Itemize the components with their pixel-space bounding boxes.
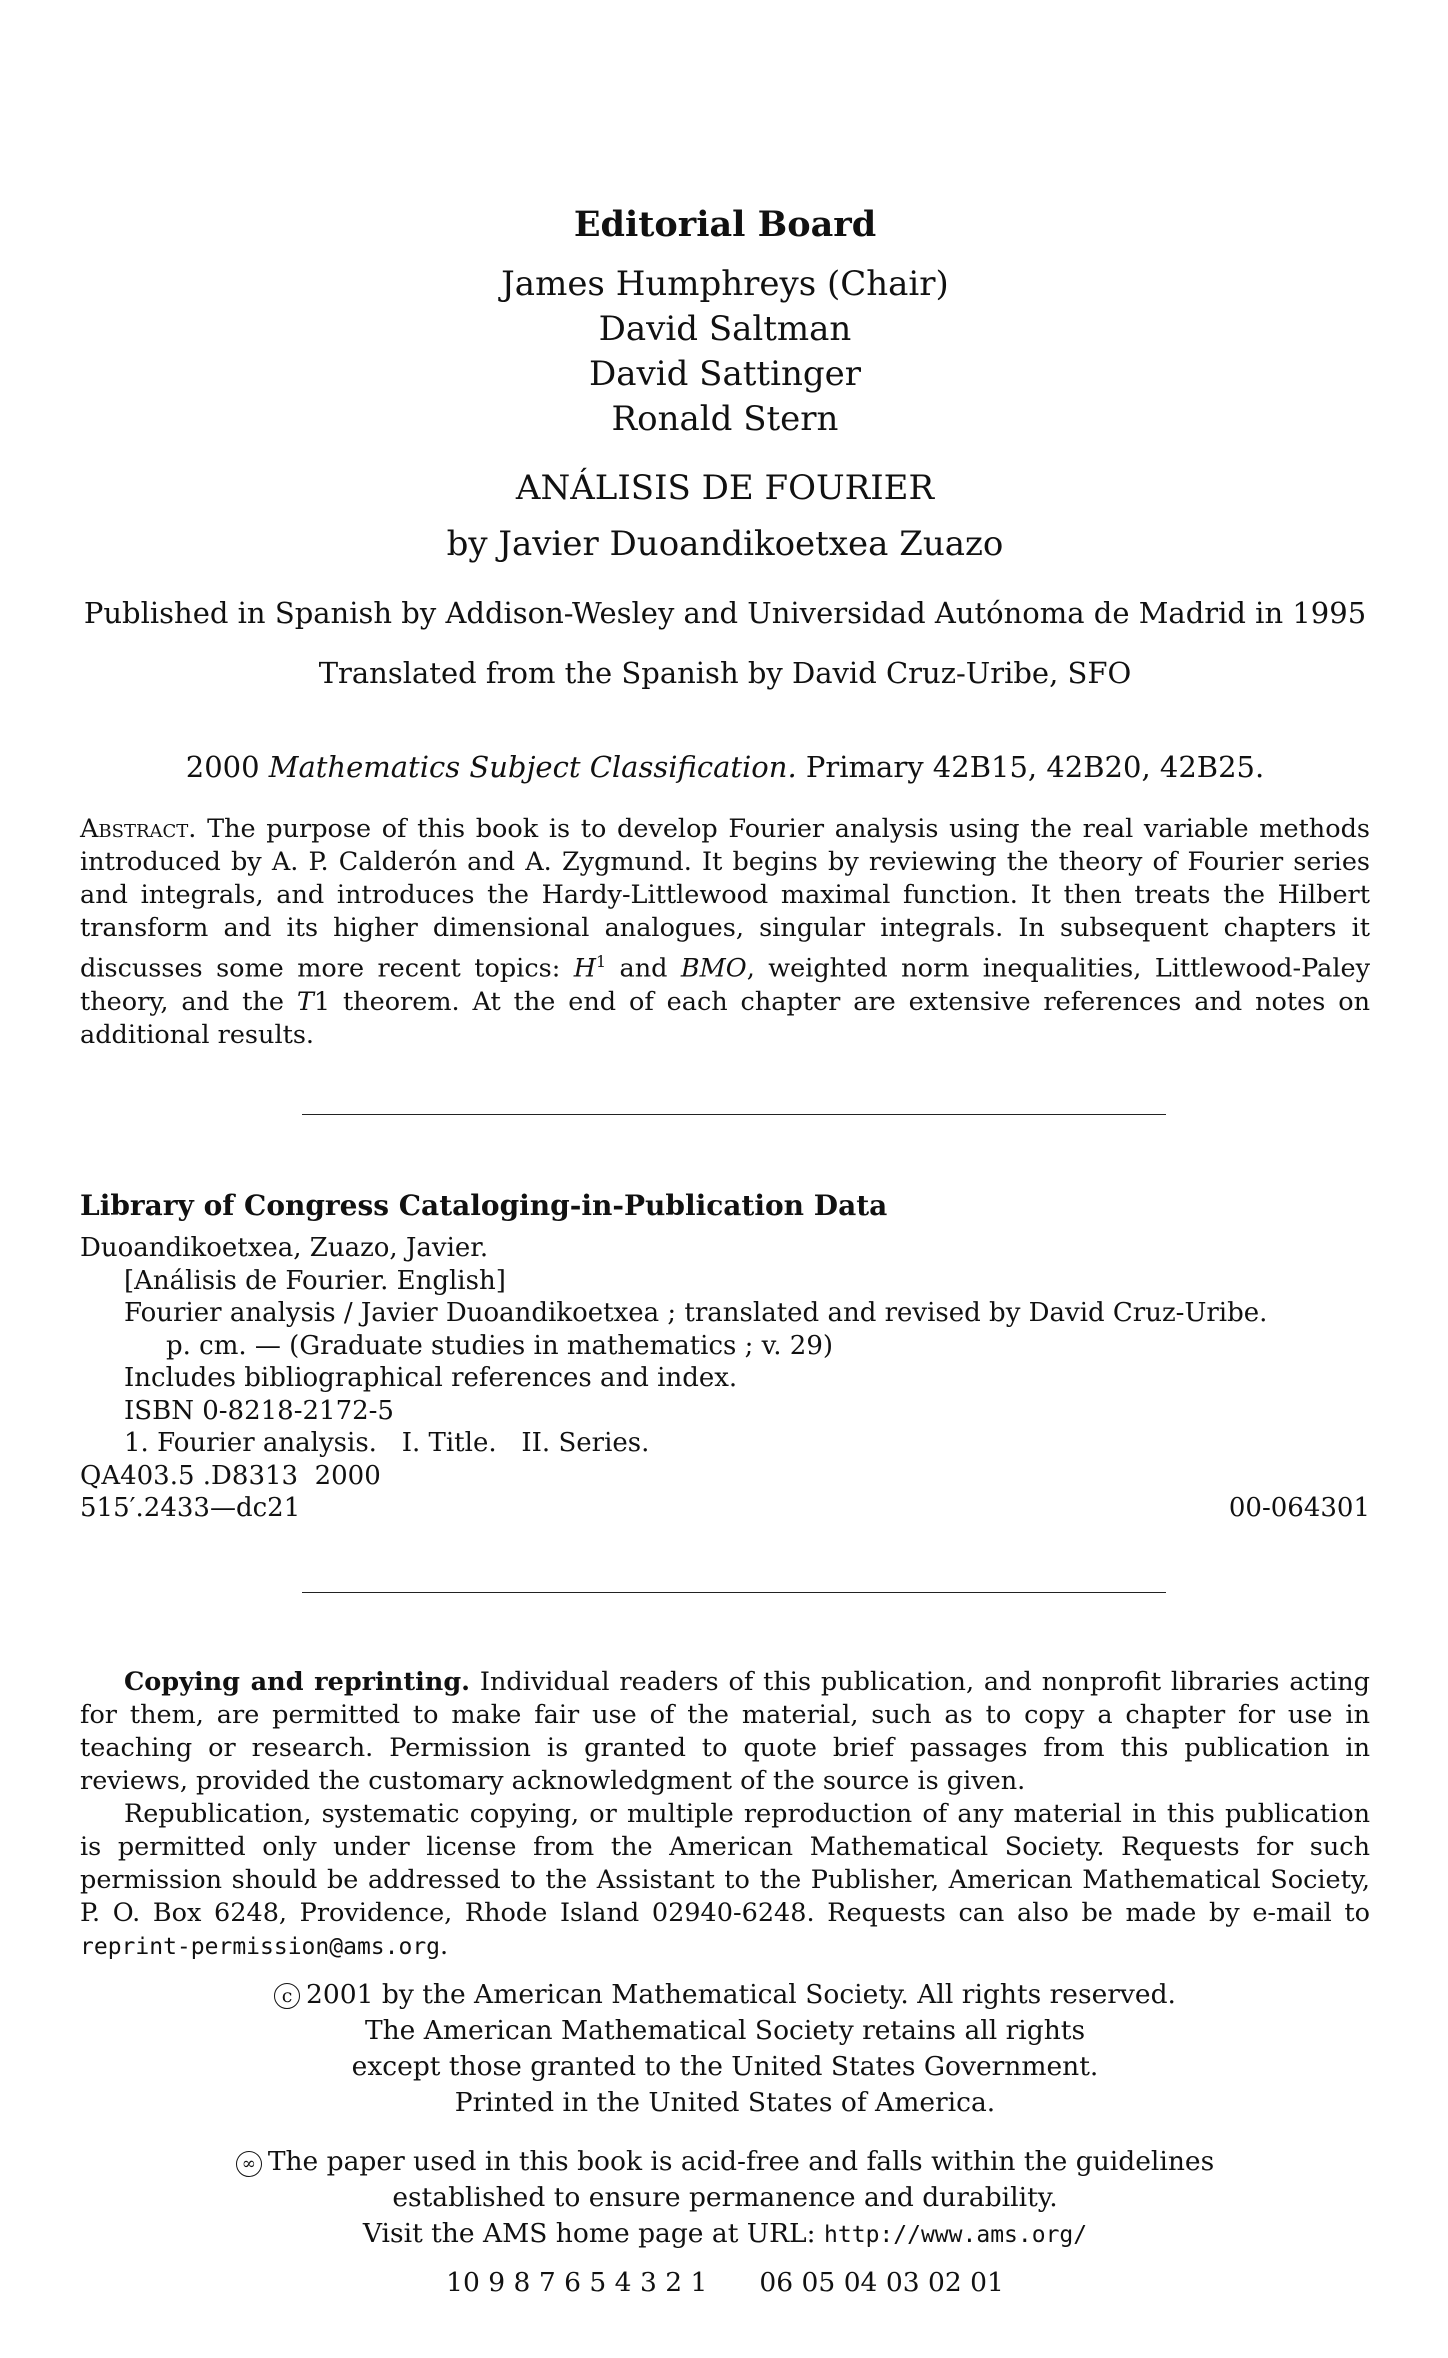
copyright-text: 2001 by the American Mathematical Society. All rights reserved. xyxy=(306,1979,1176,2010)
print-line xyxy=(80,2267,1370,2298)
cip-title: Library of Congress Cataloging-in-Publication Data xyxy=(80,1189,888,1222)
msc-year: 2000 xyxy=(185,750,260,784)
abstract-bmo: BMO xyxy=(680,953,747,984)
abstract-label: Abstract. xyxy=(80,814,197,844)
editorial-board-title: Editorial Board xyxy=(573,204,877,245)
board-member: David Saltman xyxy=(598,309,852,349)
copying-period: . xyxy=(440,1931,449,1961)
cip-dewey-row xyxy=(80,1492,1370,1525)
abstract-text-3: 1 theorem. At the end of each chapter are extensive references and notes on additional results. xyxy=(80,986,1370,1050)
rights-line-3: except those granted to the United States Government. xyxy=(351,2051,1099,2082)
divider-rule xyxy=(302,1592,1166,1593)
book-title: ANÁLISIS DE FOURIER xyxy=(515,468,935,508)
cip-isbn: ISBN 0-8218-2172-5 xyxy=(124,1395,394,1426)
cip-title-line: Fourier analysis / Javier Duoandikoetxea ; translated and revised by David Cruz-Uribe. xyxy=(124,1298,1268,1328)
divider-rule xyxy=(302,1114,1166,1115)
book-author: by Javier Duoandikoetxea Zuazo xyxy=(446,524,1004,564)
board-member: Ronald Stern xyxy=(611,399,839,439)
editorial-board-list xyxy=(80,262,1370,442)
copying-section xyxy=(80,1666,1370,1964)
permanence-line: established to ensure permanence and durability. xyxy=(392,2182,1058,2213)
printing-years: 06 05 04 03 02 01 xyxy=(759,2267,1004,2298)
cip-original-title: [Análisis de Fourier. English] xyxy=(124,1265,506,1296)
board-member: David Sattinger xyxy=(589,354,861,394)
ams-url-link[interactable]: http://www.ams.org/ xyxy=(824,2222,1088,2248)
publication-note: Published in Spanish by Addison-Wesley and Universidad Autónoma de Madrid in 1995 xyxy=(83,596,1367,630)
printing-numbers: 10 9 8 7 6 5 4 3 2 1 xyxy=(446,2267,708,2298)
acid-free-text: The paper used in this book is acid-free and falls within the guidelines xyxy=(267,2146,1215,2177)
copying-text-1: Individual readers of this publication, and nonprofit libraries acting for them, are permitted to make fair use of the material, such as to copy a chapter for use in teaching or research. Permission is granted to quote brief passages from this publication in reviews, provided the customary acknowledgment of the source is given. xyxy=(80,1667,1370,1796)
subject-classification xyxy=(80,750,1370,784)
cip-bibliography-line: Includes bibliographical references and index. xyxy=(124,1363,738,1393)
cip-lccn: 00-064301 xyxy=(1228,1493,1370,1523)
rights-line-2: The American Mathematical Society retains all rights xyxy=(364,2015,1086,2046)
copying-paragraph-1 xyxy=(80,1666,1370,1798)
permission-email: reprint-permission@ams.org xyxy=(80,1934,441,1960)
cip-series-line: p. cm. — (Graduate studies in mathematics ; v. 29) xyxy=(166,1330,834,1361)
abstract-and: and xyxy=(619,953,668,984)
msc-primary: Primary 42B15, 42B20, 42B25. xyxy=(805,750,1265,784)
msc-label: Mathematics Subject Classification. xyxy=(268,750,797,784)
board-member: James Humphreys (Chair) xyxy=(501,264,949,304)
abstract-h-symbol: H xyxy=(573,953,596,984)
cip-record xyxy=(80,1232,1370,1525)
copying-paragraph-2 xyxy=(80,1798,1370,1964)
cip-lc-call-number: QA403.5 .D8313 2000 xyxy=(80,1460,381,1491)
translation-note: Translated from the Spanish by David Cruz-Uribe, SFO xyxy=(318,656,1132,690)
copying-text-2: Republication, systematic copying, or multiple reproduction of any material in this publication is permitted only under license from the American Mathematical Society. Requests for such permission should be addressed to the Assistant to the Publisher, American Mathematical Society, P. O. Box 6248, Providence, Rhode Island 02940-6248. Requests can also be made by e-mail to xyxy=(80,1799,1370,1928)
acid-free-icon: ∞ xyxy=(236,2151,262,2177)
cip-dewey: 515′.2433—dc21 xyxy=(80,1493,301,1523)
copyright-icon: c xyxy=(274,1983,300,2009)
copyright-line xyxy=(80,1977,1370,2013)
cip-author: Duoandikoetxea, Zuazo, Javier. xyxy=(80,1233,489,1263)
copying-heading: Copying and reprinting. xyxy=(124,1667,471,1697)
paper-notice xyxy=(80,2144,1370,2253)
rights-notice xyxy=(80,1977,1370,2121)
visit-line xyxy=(80,2216,1370,2253)
abstract xyxy=(80,813,1370,1052)
abstract-text-2: , weighted norm inequalities, Littlewood-Paley theory, and the xyxy=(80,953,1370,1017)
abstract-text-1: The purpose of this book is to develop Fourier analysis using the real variable methods introduced by A. P. Calderón and A. Zygmund. It begins by reviewing the theory of Fourier series and integrals, and introduces the Hardy-Littlewood maximal function. It then treats the Hilbert transform and its higher dimensional analogues, singular integrals. In subsequent chapters it discusses some more recent topics: xyxy=(80,814,1370,984)
cip-subjects: 1. Fourier analysis. I. Title. II. Series. xyxy=(124,1428,650,1458)
visit-text: Visit the AMS home page at URL: xyxy=(362,2218,816,2249)
abstract-h-superscript: 1 xyxy=(596,952,607,971)
acid-free-line xyxy=(80,2144,1370,2180)
printed-line: Printed in the United States of America. xyxy=(454,2087,996,2118)
abstract-t-symbol: T xyxy=(296,986,314,1017)
